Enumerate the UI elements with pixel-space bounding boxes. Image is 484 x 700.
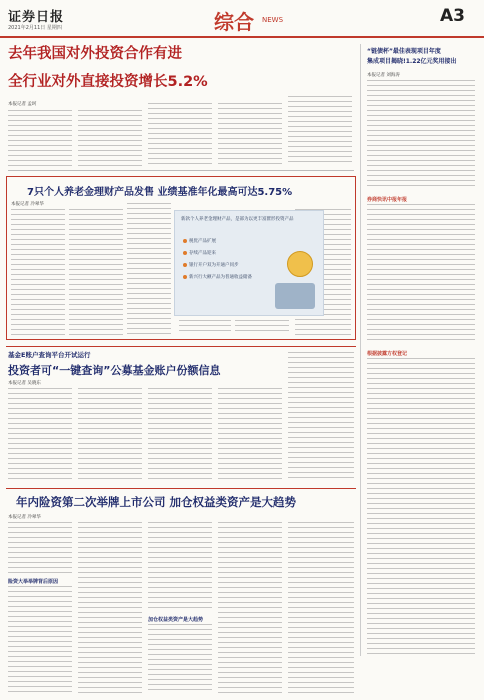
bullet-icon: [183, 251, 187, 255]
sidebar-byline: 本报记者 刘海涛: [367, 73, 400, 78]
section-title: 综合: [214, 10, 254, 34]
graphic-item-2: 存续产品迎来: [189, 251, 216, 256]
pension-headline: 7只个人养老金理财产品发售 业绩基准年化最高可达5.75%: [27, 187, 293, 198]
fund-headline: 投资者可“一键查询”公募基金账户份额信息: [8, 364, 221, 377]
fund-body-col3: [148, 388, 212, 482]
insurance-headline: 年内险资第二次举牌上市公司 加仓权益类资产是大趋势: [16, 495, 297, 509]
insurance-body-col3b: [148, 624, 212, 694]
pension-body-col5: [235, 315, 289, 335]
bullet-icon: [183, 263, 187, 267]
sidebar-body-3: [367, 358, 475, 654]
pension-body-col4: [179, 315, 231, 335]
insurance-body-col4: [218, 522, 282, 694]
lead-divider: [8, 170, 354, 171]
insurance-body-col2: [78, 522, 142, 694]
sidebar-title-line2: 集成项目揭晓!1.22亿元奖用接出: [367, 58, 457, 65]
insurance-body-col3a: [148, 522, 212, 612]
fund-body-col2: [78, 388, 142, 482]
lead-body-col1: [8, 110, 72, 166]
lead-headline-line1: 去年我国对外投资合作有进: [8, 46, 182, 62]
piggy-bank-illustration: [275, 283, 315, 309]
page-number: A3: [440, 6, 465, 26]
bullet-icon: [183, 275, 187, 279]
sidebar-body-1: [367, 80, 475, 190]
issue-date: 2021年2月11日 星期四: [8, 25, 62, 31]
coin-illustration: [287, 251, 313, 277]
section-title-en: NEWS: [262, 16, 284, 24]
pension-body-col3: [127, 203, 171, 335]
fund-body-col4: [218, 388, 282, 482]
sidebar-body-2: [367, 204, 475, 344]
lead-body-col5: [288, 96, 352, 166]
fund-top-rule: [6, 346, 356, 347]
sidebar-title-line1: “链债杯”最佳表现项目年度: [367, 48, 441, 55]
insurance-body-col5: [288, 522, 354, 694]
masthead: [0, 0, 484, 38]
pension-body-col2: [69, 209, 123, 335]
graphic-item-3: 银行开户双为开通户同步: [189, 263, 239, 268]
insurance-subhead-b: 加仓权益类资产是大趋势: [148, 617, 204, 623]
fund-body-col5: [288, 352, 354, 482]
insurance-byline: 本报记者 冷翠华: [8, 515, 41, 520]
sidebar: [360, 44, 478, 656]
lead-body-col3: [148, 103, 212, 166]
newspaper-logo: 证券日报: [8, 10, 65, 25]
bullet-icon: [183, 239, 187, 243]
pension-graphic-title: 新款个人养老金理财产品，是部为以更丰富匮形投资产品: [181, 217, 294, 222]
fund-byline: 本报记者 吴晓东: [8, 381, 41, 386]
insurance-subhead-a: 险资大举举牌背后原因: [8, 579, 59, 585]
insurance-top-rule: [6, 488, 356, 489]
sidebar-subhead-2: 根据披露方权登记: [367, 351, 408, 357]
lead-body-col2: [78, 110, 142, 166]
lead-headline-line2: 全行业对外直接投资增长5.2%: [8, 74, 208, 90]
pension-byline: 本报记者 冷翠华: [11, 202, 44, 207]
sidebar-subhead-1: 券商快讯中报年报: [367, 197, 408, 203]
insurance-body-col1a: [8, 522, 72, 574]
lead-byline: 本报记者 孟珂: [8, 102, 37, 107]
pension-graphic: [174, 210, 324, 316]
insurance-body-col1b: [8, 586, 72, 694]
fund-body-col1: [8, 388, 72, 482]
lead-body-col4: [218, 103, 282, 166]
graphic-item-1: 税优产品扩展: [189, 239, 216, 244]
graphic-item-4: 新兴行大额产品为普通收益储备: [189, 275, 252, 280]
pension-body-col1: [11, 209, 65, 335]
fund-kicker: 基金E账户查询平台开试运行: [8, 351, 91, 359]
